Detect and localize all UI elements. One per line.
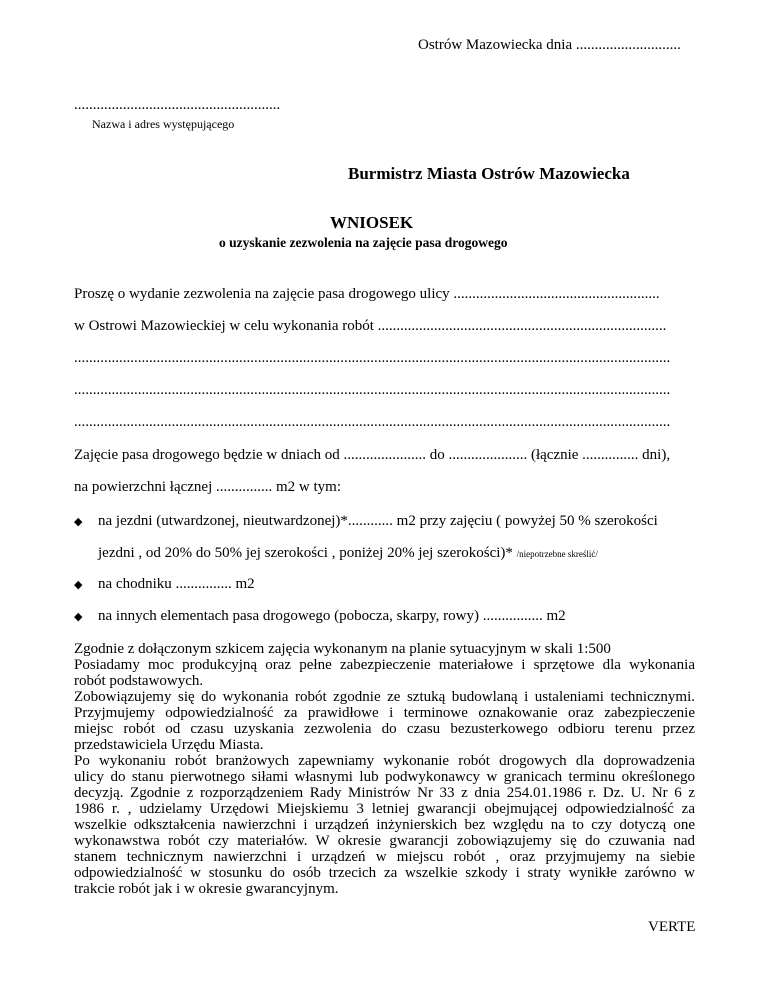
- item-other-elements: na innych elementach pasa drogowego (pobocza, skarpy, rowy) ................ m2: [98, 608, 566, 624]
- body-line: wykonawstwa robót czy materiałów. W okresie gwarancji zobowiązujemy się do czuwania nad: [74, 833, 695, 849]
- item-roadway-text: jezdni , od 20% do 50% jej szerokości , poniżej 20% jej szerokości)*: [98, 545, 513, 561]
- body-line: robót podstawowych.: [74, 673, 204, 689]
- document-title: WNIOSEK: [330, 213, 414, 232]
- blank-line: ...............................................................................................................................................................: [74, 382, 671, 398]
- body-line: trakcie robót jak i w okresie gwarancyjnym.: [74, 881, 339, 897]
- body-line: przedstawiciela Urzędu Miasta.: [74, 737, 264, 753]
- item-roadway-line-1: na jezdni (utwardzonej, nieutwardzonej)*............ m2 przy zajęciu ( powyżej 50 % szerokości: [98, 513, 658, 529]
- request-line-1: Proszę o wydanie zezwolenia na zajęcie pasa drogowego ulicy .......................................................: [74, 286, 660, 302]
- blank-line: ...............................................................................................................................................................: [74, 350, 671, 366]
- body-line: Zgodnie z dołączonym szkicem zajęcia wykonanym na planie sytuacyjnym w skali 1:500: [74, 641, 611, 657]
- body-line: Po wykonaniu robót branżowych zapewniamy wykonanie robót drogowych dla doprowadzenia: [74, 753, 695, 769]
- body-text: [74, 641, 695, 897]
- body-line: Posiadamy moc produkcyjną oraz pełne zabezpieczenie materiałowe i sprzętowe dla wykonania: [74, 657, 695, 673]
- bullet-icon: ◆: [74, 611, 83, 623]
- applicant-caption: Nazwa i adres występującego: [92, 117, 235, 131]
- body-line: Zobowiązujemy się do wykonania robót zgodnie ze sztuką budowlaną i ustaleniami technicznymi.: [74, 689, 695, 705]
- body-line: miejsc robót od czasu uzyskania zezwolenia do czasu bezusterkowego odbioru terenu przez: [74, 721, 695, 737]
- body-line: 1986 r. , udzielamy Urzędowi Miejskiemu 3 letniej gwarancji obejmującej odpowiedzialność za: [74, 801, 695, 817]
- body-line: ulicy do stanu pierwotnego siłami własnymi lub podwykonawcy w granicach terminu określonego: [74, 769, 695, 785]
- request-line-2: w Ostrowi Mazowieckiej w celu wykonania robót .............................................................................: [74, 318, 667, 334]
- document-subtitle: o uzyskanie zezwolenia na zajęcie pasa drogowego: [219, 235, 508, 250]
- body-line: Przyjmujemy odpowiedzialność za prawidłowe i terminowe oznakowanie oraz zabezpieczenie: [74, 705, 695, 721]
- bullet-icon: ◆: [74, 516, 83, 528]
- item-sidewalk: na chodniku ............... m2: [98, 576, 255, 592]
- item-roadway-line-2: [98, 545, 598, 563]
- body-line: wszelkie odkształcenia nawierzchni i urządzeń inżynierskich bez względu na to czy dotyczą one: [74, 817, 695, 833]
- period-line: Zajęcie pasa drogowego będzie w dniach od ...................... do ..................... (łącznie ............... dni),: [74, 447, 671, 463]
- body-line: stanem technicznym nawierzchni i urządzeń w miejscu robót , oraz przyjmujemy na siebie: [74, 849, 695, 865]
- item-roadway-note: /niepotrzebne skreślić/: [516, 549, 598, 559]
- applicant-dots: .......................................................: [74, 97, 281, 113]
- body-line: odpowiedzialność w stosunku do osób trzecich za wszelkie szkody i straty wynikłe zarówno w: [74, 865, 695, 881]
- blank-line: ...............................................................................................................................................................: [74, 414, 671, 430]
- bullet-icon: ◆: [74, 579, 83, 591]
- addressee: Burmistrz Miasta Ostrów Mazowiecka: [348, 164, 630, 183]
- area-line: na powierzchni łącznej ............... m2 w tym:: [74, 479, 342, 495]
- verte-label: VERTE: [648, 919, 696, 935]
- place-date-line: Ostrów Mazowiecka dnia ............................: [418, 37, 681, 53]
- body-line: decyzją. Zgodnie z rozporządzeniem Rady Ministrów Nr 33 z dnia 254.01.1986 r. Dz. U. Nr 6 z: [74, 785, 695, 801]
